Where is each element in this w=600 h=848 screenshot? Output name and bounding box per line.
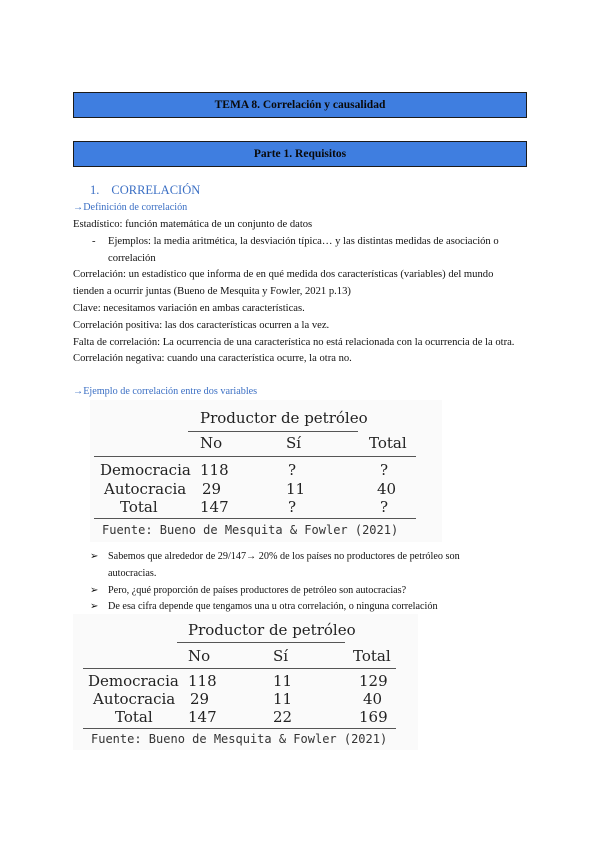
table-rule <box>94 456 416 457</box>
line-correlacion-2: tienden a ocurrir juntas (Bueno de Mesquita y Fowler, 2021 p.13) <box>73 286 351 297</box>
topic-banner <box>73 92 527 118</box>
row-label: Democracia <box>88 672 179 690</box>
section-heading <box>90 183 200 198</box>
bullet-text: autocracias. <box>108 568 157 579</box>
table-rule <box>83 668 396 669</box>
table-group-header: Productor de petróleo <box>200 409 368 427</box>
section-number: 1. <box>90 183 100 197</box>
cell-si: 11 <box>273 672 293 690</box>
row-label: Total <box>120 498 158 516</box>
cell-total: ? <box>380 498 389 516</box>
header-rule <box>177 642 345 643</box>
line-positiva: Correlación positiva: las dos características ocurren a la vez. <box>73 320 330 331</box>
line-ejemplos-1: Ejemplos: la media aritmética, la desviación típica… y las distintas medidas de asociación o <box>108 236 499 247</box>
table-source: Fuente: Bueno de Mesquita & Fowler (2021) <box>91 732 388 746</box>
line-ejemplos-2: correlación <box>108 253 156 264</box>
row-label: Autocracia <box>104 480 187 498</box>
cell-si: ? <box>288 461 297 479</box>
col-header-no: No <box>200 434 223 452</box>
table-2 <box>73 614 418 750</box>
cell-total: 129 <box>359 672 388 690</box>
arrow-bullet-icon: ➢ <box>90 585 99 596</box>
cell-no: 29 <box>190 690 210 708</box>
cell-no: 147 <box>188 708 217 726</box>
table-group-header: Productor de petróleo <box>188 621 356 639</box>
arrow-bullet-icon: ➢ <box>90 551 99 562</box>
table-rule <box>83 728 396 729</box>
cell-total: 40 <box>377 480 397 498</box>
row-label: Autocracia <box>93 690 176 708</box>
cell-no: 118 <box>200 461 229 479</box>
col-header-no: No <box>188 647 211 665</box>
cell-no: 147 <box>200 498 229 516</box>
line-clave: Clave: necesitamos variación en ambas características. <box>73 303 305 314</box>
arrow-bullet-icon: ➢ <box>90 601 99 612</box>
topic-title: TEMA 8. Correlación y causalidad <box>214 99 386 111</box>
col-header-si: Sí <box>273 647 289 665</box>
definition-link[interactable]: →Definición de correlación <box>73 202 188 213</box>
line-negativa: Correlación negativa: cuando una característica ocurre, la otra no. <box>73 353 352 364</box>
example-link[interactable]: →Ejemplo de correlación entre dos variables <box>73 386 258 397</box>
cell-no: 118 <box>188 672 217 690</box>
cell-total: 169 <box>359 708 388 726</box>
cell-total: ? <box>380 461 389 479</box>
col-header-total: Total <box>369 434 407 452</box>
line-falta: Falta de correlación: La ocurrencia de una característica no está relacionada con la ocurrencia de la otra. <box>73 337 515 348</box>
cell-no: 29 <box>202 480 222 498</box>
table-source: Fuente: Bueno de Mesquita & Fowler (2021) <box>102 523 399 537</box>
table-1 <box>90 400 442 542</box>
line-correlacion-1: Correlación: un estadístico que informa de en qué medida dos características (variables) del mundo <box>73 269 494 280</box>
table-rule <box>94 518 416 519</box>
row-label: Democracia <box>100 461 191 479</box>
cell-si: 11 <box>273 690 293 708</box>
bullet-text: De esa cifra depende que tengamos una u otra correlación, o ninguna correlación <box>108 601 438 612</box>
section-title: CORRELACIÓN <box>111 183 201 197</box>
cell-si: 22 <box>273 708 293 726</box>
part-title: Parte 1. Requisitos <box>253 148 347 160</box>
row-label: Total <box>115 708 153 726</box>
bullet-text: Sabemos que alrededor de 29/147→ 20% de los países no productores de petróleo son <box>108 551 460 562</box>
part-banner <box>73 141 527 167</box>
bullet-text: Pero, ¿qué proporción de países productores de petróleo son autocracias? <box>108 585 407 596</box>
dash-bullet: - <box>92 236 96 247</box>
cell-si: 11 <box>286 480 306 498</box>
col-header-total: Total <box>353 647 391 665</box>
header-rule <box>188 431 358 432</box>
cell-total: 40 <box>363 690 383 708</box>
col-header-si: Sí <box>286 434 302 452</box>
line-estadistico: Estadístico: función matemática de un conjunto de datos <box>73 219 313 230</box>
cell-si: ? <box>288 498 297 516</box>
